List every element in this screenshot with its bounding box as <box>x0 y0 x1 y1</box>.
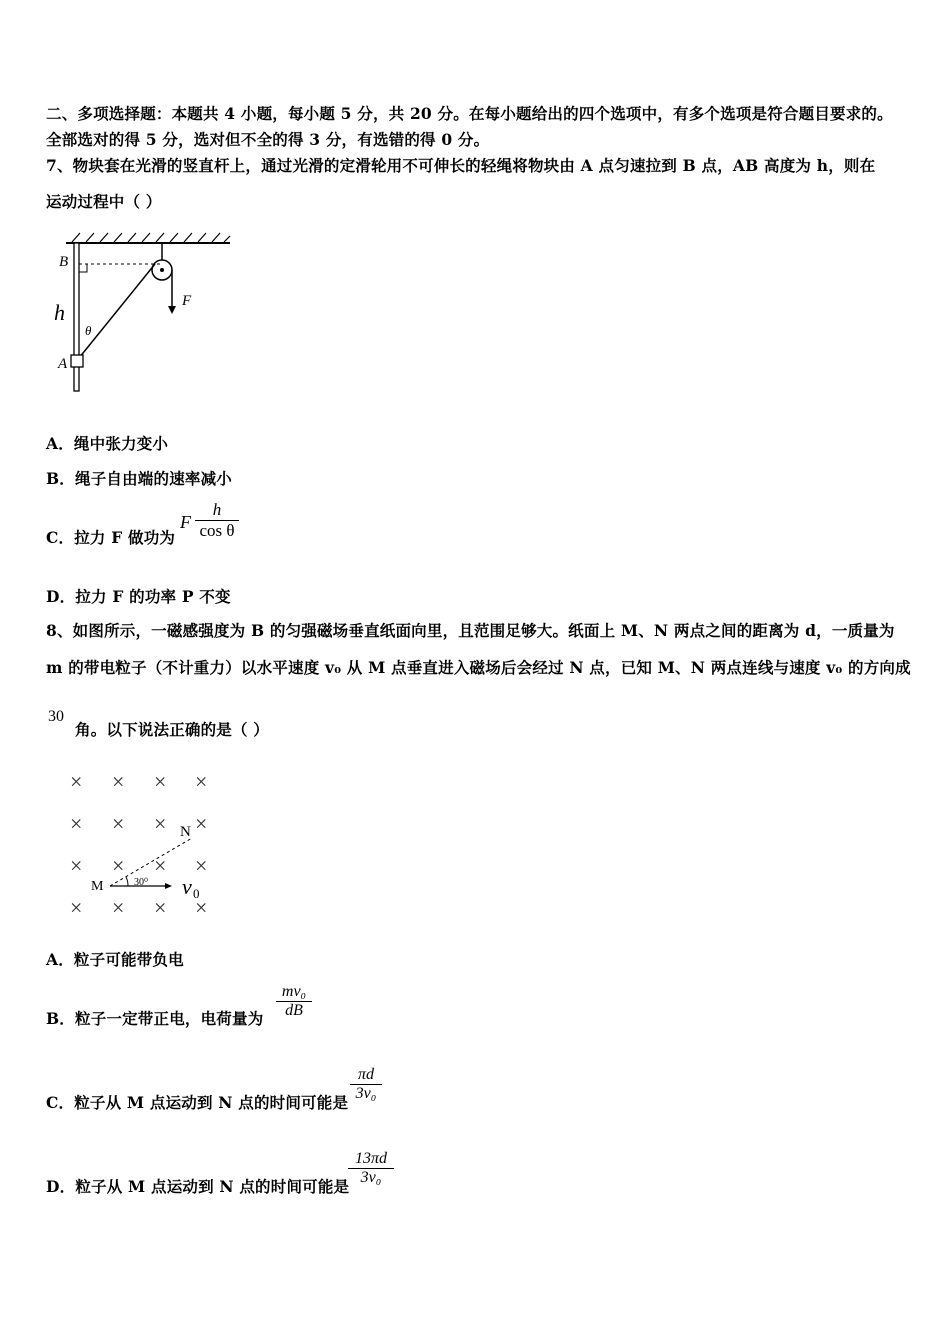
section-heading-line2: 全部选对的得 5 分，选对但不全的得 3 分，有选错的得 0 分。 <box>46 130 490 149</box>
q8-option-c-prefix: C．粒子从 M 点运动到 N 点的时间可能是 <box>46 1093 349 1112</box>
q8-option-a: A．粒子可能带负电 <box>46 950 184 969</box>
cross: × <box>70 853 83 878</box>
q8-b-numerator: mv₀ <box>281 983 307 1000</box>
cross: × <box>70 811 83 836</box>
q8-stem-line1: 8、如图所示，一磁感强度为 B 的匀强磁场垂直纸面向里，且范围足够大。纸面上 M、N 两点之间的距离为 d，一质量为 <box>46 621 895 640</box>
q8-stem-line2: m 的带电粒子（不计重力）以水平速度 v₀ 从 M 点垂直进入磁场后会经过 N 点，已知 M、N 两点连线与速度 v₀ 的方向成 <box>46 658 911 677</box>
q7-option-c-f: F <box>180 512 191 532</box>
cross: × <box>195 769 208 794</box>
q7-stem-line1: 7、物块套在光滑的竖直杆上，通过光滑的定滑轮用不可伸长的轻绳将物块由 A 点匀速拉到 B 点，AB 高度为 h，则在 <box>46 156 876 175</box>
q8-d-denominator: 3v₀ <box>360 1169 382 1186</box>
q8-option-d-fraction <box>348 1150 394 1187</box>
label-b: B <box>59 254 69 270</box>
q8-stem-line3: 角。以下说法正确的是（ ） <box>75 720 269 739</box>
q7-option-b: B．绳子自由端的速率减小 <box>46 469 233 488</box>
q8-b-denominator: dB <box>285 1002 303 1019</box>
q7-stem-line2: 运动过程中（ ） <box>46 192 162 211</box>
label-a: A <box>58 356 68 372</box>
cross: × <box>195 895 208 920</box>
q8-option-b-prefix: B．粒子一定带正电，电荷量为 <box>46 1009 264 1028</box>
cross: × <box>154 769 167 794</box>
cross: × <box>154 895 167 920</box>
label-n: N <box>180 824 191 840</box>
q7-option-c-prefix: C．拉力 F 做功为 <box>46 528 176 547</box>
cross: × <box>195 811 208 836</box>
label-m: M <box>91 879 104 894</box>
block <box>71 355 83 367</box>
q8-option-c-fraction <box>350 1066 382 1103</box>
q7-c-numerator: h <box>212 500 222 519</box>
right-angle-mark <box>79 264 87 272</box>
cross: × <box>195 853 208 878</box>
cross: × <box>154 811 167 836</box>
label-h: h <box>54 300 65 325</box>
label-angle: 30⁰ <box>134 877 149 888</box>
q7-figure-pulley-diagram <box>52 228 242 398</box>
label-v-sub: 0 <box>193 886 200 901</box>
cross: × <box>154 853 167 878</box>
force-arrow-head <box>168 306 176 314</box>
q8-option-b-fraction <box>276 983 312 1020</box>
velocity-arrow-head <box>165 883 172 889</box>
pulley-axle <box>160 268 164 272</box>
cross: × <box>112 769 125 794</box>
q7-option-c-fraction <box>195 500 239 541</box>
section-heading-line1: 二、多项选择题：本题共 4 小题，每小题 5 分，共 20 分。在每小题给出的四个选项中，有多个选项是符合题目要求的。 <box>46 104 893 123</box>
q8-angle-value: 30 <box>48 708 64 725</box>
rope <box>79 264 155 358</box>
q8-c-denominator: 3v₀ <box>355 1085 377 1102</box>
cross: × <box>112 853 125 878</box>
q7-option-a: A．绳中张力变小 <box>46 434 169 453</box>
angle-arc <box>126 877 128 886</box>
label-f: F <box>182 293 192 309</box>
q8-c-numerator: πd <box>357 1066 374 1083</box>
q7-option-d: D．拉力 F 的功率 P 不变 <box>46 587 231 606</box>
q8-d-numerator: 13πd <box>354 1150 387 1167</box>
cross: × <box>112 895 125 920</box>
label-theta: θ <box>85 323 92 338</box>
q8-figure-magnetic-field <box>62 764 222 924</box>
q8-option-d-prefix: D．粒子从 M 点运动到 N 点的时间可能是 <box>46 1177 350 1196</box>
cross: × <box>70 895 83 920</box>
q7-c-denominator: cos θ <box>199 521 235 540</box>
cross: × <box>112 811 125 836</box>
ceiling-hatching <box>72 233 230 242</box>
label-v: v <box>182 874 192 899</box>
cross: × <box>70 769 83 794</box>
vertical-rod <box>74 243 79 391</box>
